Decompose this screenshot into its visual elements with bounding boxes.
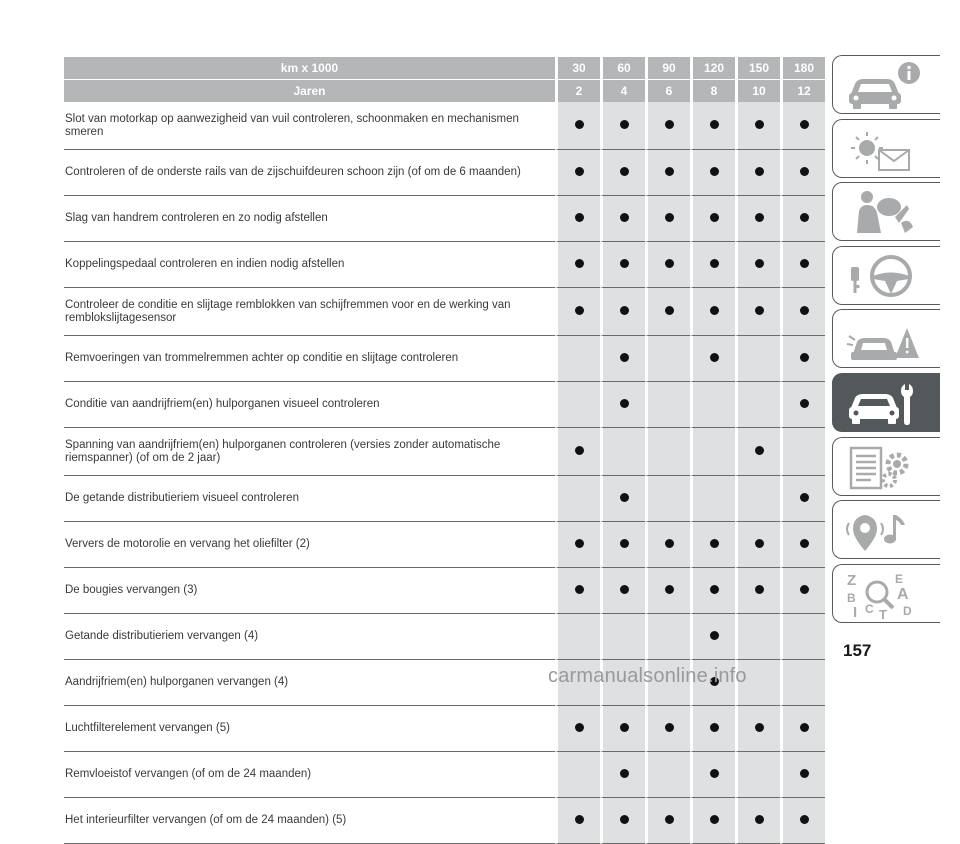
schedule-cell (555, 428, 600, 476)
schedule-cell (555, 798, 600, 844)
required-dot-icon (710, 769, 719, 778)
required-dot-icon (710, 815, 719, 824)
index-letter: T (879, 606, 887, 619)
schedule-cell (555, 568, 600, 614)
required-dot-icon (620, 539, 629, 548)
maintenance-schedule-table (64, 57, 825, 844)
required-dot-icon (800, 585, 809, 594)
required-dot-icon (755, 585, 764, 594)
required-dot-icon (755, 213, 764, 222)
required-dot-icon (665, 539, 674, 548)
task-label: Slag van handrem controleren en zo nodig afstellen (64, 196, 555, 242)
required-dot-icon (620, 259, 629, 268)
km-header-cell: 120 (690, 57, 735, 80)
schedule-cell (780, 660, 825, 706)
schedule-cell (600, 102, 645, 150)
schedule-cell (735, 382, 780, 428)
multimedia-icon (843, 505, 931, 555)
schedule-cell (690, 196, 735, 242)
schedule-cell (600, 242, 645, 288)
km-header-cell: 150 (735, 57, 780, 80)
required-dot-icon (755, 723, 764, 732)
required-dot-icon (710, 353, 719, 362)
schedule-cell (690, 428, 735, 476)
page-number: 157 (843, 641, 872, 660)
tab-dashboard[interactable] (832, 119, 940, 178)
required-dot-icon (620, 353, 629, 362)
years-header-cell: 2 (555, 80, 600, 102)
schedule-cell (555, 752, 600, 798)
emergency-icon (843, 314, 931, 364)
index-letter: C (865, 601, 874, 616)
required-dot-icon (800, 120, 809, 129)
starting-driving-icon (843, 251, 931, 301)
table-row (64, 568, 825, 614)
task-label: De getande distributieriem visueel controleren (64, 476, 555, 522)
required-dot-icon (800, 353, 809, 362)
table-row (64, 336, 825, 382)
schedule-cell (690, 706, 735, 752)
required-dot-icon (575, 539, 584, 548)
required-dot-icon (665, 585, 674, 594)
required-dot-icon (755, 306, 764, 315)
schedule-cell (690, 568, 735, 614)
required-dot-icon (710, 167, 719, 176)
required-dot-icon (800, 399, 809, 408)
index-letter: E (895, 571, 904, 586)
schedule-cell (780, 242, 825, 288)
schedule-cell (600, 706, 645, 752)
schedule-cell (690, 242, 735, 288)
required-dot-icon (800, 493, 809, 502)
required-dot-icon (665, 213, 674, 222)
safety-airbag-icon (843, 187, 931, 237)
required-dot-icon (575, 213, 584, 222)
tab-emergency[interactable] (832, 309, 940, 368)
tab-safety[interactable] (832, 182, 940, 241)
required-dot-icon (665, 815, 674, 824)
task-label: Koppelingspedaal controleren en indien nodig afstellen (64, 242, 555, 288)
schedule-cell (780, 196, 825, 242)
schedule-cell (780, 476, 825, 522)
schedule-cell (555, 614, 600, 660)
tab-index[interactable] (832, 564, 940, 623)
schedule-cell (780, 568, 825, 614)
schedule-cell (690, 336, 735, 382)
required-dot-icon (620, 815, 629, 824)
km-header-cell: 60 (600, 57, 645, 80)
car-info-icon (843, 60, 931, 110)
required-dot-icon (575, 167, 584, 176)
required-dot-icon (575, 446, 584, 455)
schedule-cell (780, 798, 825, 844)
task-label: Spanning van aandrijfriem(en) hulporganen controleren (versies zonder automatische riemspanner) (of om de 2 jaar) (64, 428, 555, 476)
schedule-cell (690, 102, 735, 150)
schedule-cell (600, 752, 645, 798)
table-row (64, 382, 825, 428)
schedule-cell (690, 476, 735, 522)
schedule-cell (780, 752, 825, 798)
schedule-cell (735, 798, 780, 844)
required-dot-icon (755, 446, 764, 455)
required-dot-icon (620, 167, 629, 176)
km-header-label: km x 1000 (64, 57, 555, 80)
schedule-cell (780, 706, 825, 752)
schedule-cell (645, 752, 690, 798)
schedule-cell (690, 614, 735, 660)
maintenance-car-wrench-icon (843, 378, 931, 428)
task-label: Controleren of de onderste rails van de zijschuifdeuren schoon zijn (of om de 6 maanden) (64, 150, 555, 196)
required-dot-icon (665, 306, 674, 315)
schedule-cell (600, 476, 645, 522)
table-row (64, 798, 825, 844)
task-label: Controleer de conditie en slijtage remblokken van schijfremmen voor en de werking van remblokslijtagesensor (64, 288, 555, 336)
km-header-row (64, 57, 825, 80)
required-dot-icon (755, 815, 764, 824)
schedule-cell (690, 382, 735, 428)
schedule-cell (735, 288, 780, 336)
table-row (64, 522, 825, 568)
schedule-cell (690, 150, 735, 196)
required-dot-icon (710, 213, 719, 222)
schedule-cell (735, 102, 780, 150)
required-dot-icon (800, 259, 809, 268)
schedule-cell (645, 288, 690, 336)
tab-multimedia[interactable] (832, 500, 940, 559)
schedule-cell (780, 150, 825, 196)
schedule-cell (645, 798, 690, 844)
schedule-cell (555, 522, 600, 568)
schedule-cell (555, 102, 600, 150)
table-row (64, 706, 825, 752)
chapter-sidebar (832, 55, 940, 627)
schedule-cell (645, 428, 690, 476)
schedule-body (64, 102, 825, 844)
required-dot-icon (620, 306, 629, 315)
schedule-cell (600, 798, 645, 844)
required-dot-icon (620, 493, 629, 502)
table-row (64, 242, 825, 288)
schedule-cell (780, 522, 825, 568)
task-label: Getande distributieriem vervangen (4) (64, 614, 555, 660)
required-dot-icon (620, 585, 629, 594)
schedule-cell (735, 150, 780, 196)
schedule-cell (645, 242, 690, 288)
tab-maintenance[interactable] (832, 373, 940, 432)
required-dot-icon (800, 769, 809, 778)
task-label: Het interieurfilter vervangen (of om de 24 maanden) (5) (64, 798, 555, 844)
schedule-cell (735, 428, 780, 476)
required-dot-icon (755, 120, 764, 129)
schedule-cell (600, 336, 645, 382)
schedule-cell (780, 614, 825, 660)
schedule-cell (555, 336, 600, 382)
km-header-cell: 90 (645, 57, 690, 80)
years-header-cell: 8 (690, 80, 735, 102)
required-dot-icon (665, 723, 674, 732)
required-dot-icon (665, 120, 674, 129)
schedule-cell (735, 196, 780, 242)
schedule-cell (645, 336, 690, 382)
required-dot-icon (575, 259, 584, 268)
table-row (64, 752, 825, 798)
required-dot-icon (575, 815, 584, 824)
required-dot-icon (710, 259, 719, 268)
schedule-cell (645, 706, 690, 752)
years-header-cell: 10 (735, 80, 780, 102)
required-dot-icon (755, 259, 764, 268)
table-row (64, 150, 825, 196)
required-dot-icon (800, 167, 809, 176)
table-row (64, 614, 825, 660)
schedule-cell (780, 428, 825, 476)
task-label: Conditie van aandrijfriem(en) hulporganen visueel controleren (64, 382, 555, 428)
schedule-cell (600, 288, 645, 336)
schedule-cell (600, 522, 645, 568)
schedule-cell (600, 614, 645, 660)
schedule-cell (735, 476, 780, 522)
required-dot-icon (665, 167, 674, 176)
required-dot-icon (800, 539, 809, 548)
table-row (64, 476, 825, 522)
dashboard-lights-icon (843, 124, 931, 174)
tab-vehicle-info[interactable] (832, 55, 940, 114)
technical-data-icon (843, 442, 931, 492)
schedule-cell (690, 288, 735, 336)
schedule-cell (780, 288, 825, 336)
task-label: Ververs de motorolie en vervang het oliefilter (2) (64, 522, 555, 568)
schedule-cell (735, 614, 780, 660)
index-icon (843, 569, 931, 619)
required-dot-icon (800, 815, 809, 824)
schedule-cell (780, 336, 825, 382)
schedule-cell (645, 102, 690, 150)
required-dot-icon (800, 306, 809, 315)
required-dot-icon (710, 585, 719, 594)
schedule-cell (735, 522, 780, 568)
required-dot-icon (710, 723, 719, 732)
schedule-cell (735, 242, 780, 288)
task-label: Remvoeringen van trommelremmen achter op conditie en slijtage controleren (64, 336, 555, 382)
watermark: carmanualsonline.info (548, 665, 747, 687)
index-letter: Z (847, 571, 857, 589)
schedule-cell (645, 522, 690, 568)
task-label: Remvloeistof vervangen (of om de 24 maanden) (64, 752, 555, 798)
schedule-cell (645, 150, 690, 196)
schedule-cell (735, 706, 780, 752)
task-label: Slot van motorkap op aanwezigheid van vuil controleren, schoonmaken en mechanismen smeren (64, 102, 555, 150)
years-header-cell: 6 (645, 80, 690, 102)
required-dot-icon (710, 306, 719, 315)
table-row (64, 428, 825, 476)
required-dot-icon (575, 723, 584, 732)
required-dot-icon (800, 213, 809, 222)
schedule-cell (555, 196, 600, 242)
schedule-cell (600, 568, 645, 614)
required-dot-icon (620, 723, 629, 732)
task-label: Luchtfilterelement vervangen (5) (64, 706, 555, 752)
index-letter: A (897, 585, 909, 603)
tab-technical-data[interactable] (832, 437, 940, 496)
years-header-label: Jaren (64, 80, 555, 102)
required-dot-icon (575, 120, 584, 129)
table-row (64, 196, 825, 242)
years-header-cell: 12 (780, 80, 825, 102)
schedule-cell (555, 476, 600, 522)
schedule-cell (645, 196, 690, 242)
years-header-cell: 4 (600, 80, 645, 102)
index-letter: B (847, 590, 856, 605)
schedule-cell (555, 382, 600, 428)
schedule-cell (735, 568, 780, 614)
table-row (64, 288, 825, 336)
schedule-cell (780, 382, 825, 428)
schedule-cell (600, 196, 645, 242)
required-dot-icon (755, 539, 764, 548)
required-dot-icon (620, 769, 629, 778)
table-row (64, 102, 825, 150)
required-dot-icon (620, 120, 629, 129)
schedule-cell (690, 522, 735, 568)
schedule-cell (555, 150, 600, 196)
schedule-cell (600, 150, 645, 196)
required-dot-icon (755, 167, 764, 176)
required-dot-icon (620, 399, 629, 408)
required-dot-icon (665, 259, 674, 268)
schedule-cell (645, 614, 690, 660)
schedule-cell (690, 752, 735, 798)
schedule-cell (555, 242, 600, 288)
km-header-cell: 30 (555, 57, 600, 80)
required-dot-icon (710, 631, 719, 640)
required-dot-icon (800, 723, 809, 732)
schedule-cell (780, 102, 825, 150)
tab-starting-driving[interactable] (832, 246, 940, 305)
schedule-cell (555, 706, 600, 752)
required-dot-icon (575, 585, 584, 594)
required-dot-icon (575, 306, 584, 315)
schedule-cell (735, 752, 780, 798)
task-label: Aandrijfriem(en) hulporganen vervangen (4) (64, 660, 555, 706)
schedule-cell (645, 476, 690, 522)
km-header-cell: 180 (780, 57, 825, 80)
schedule-cell (600, 428, 645, 476)
years-header-row (64, 80, 825, 102)
schedule-cell (645, 382, 690, 428)
task-label: De bougies vervangen (3) (64, 568, 555, 614)
schedule-cell (645, 568, 690, 614)
required-dot-icon (710, 539, 719, 548)
schedule-cell (690, 798, 735, 844)
index-letter: D (903, 603, 912, 618)
schedule-cell (555, 288, 600, 336)
required-dot-icon (620, 213, 629, 222)
schedule-cell (600, 382, 645, 428)
index-letter: I (853, 603, 858, 619)
required-dot-icon (710, 120, 719, 129)
schedule-cell (735, 336, 780, 382)
